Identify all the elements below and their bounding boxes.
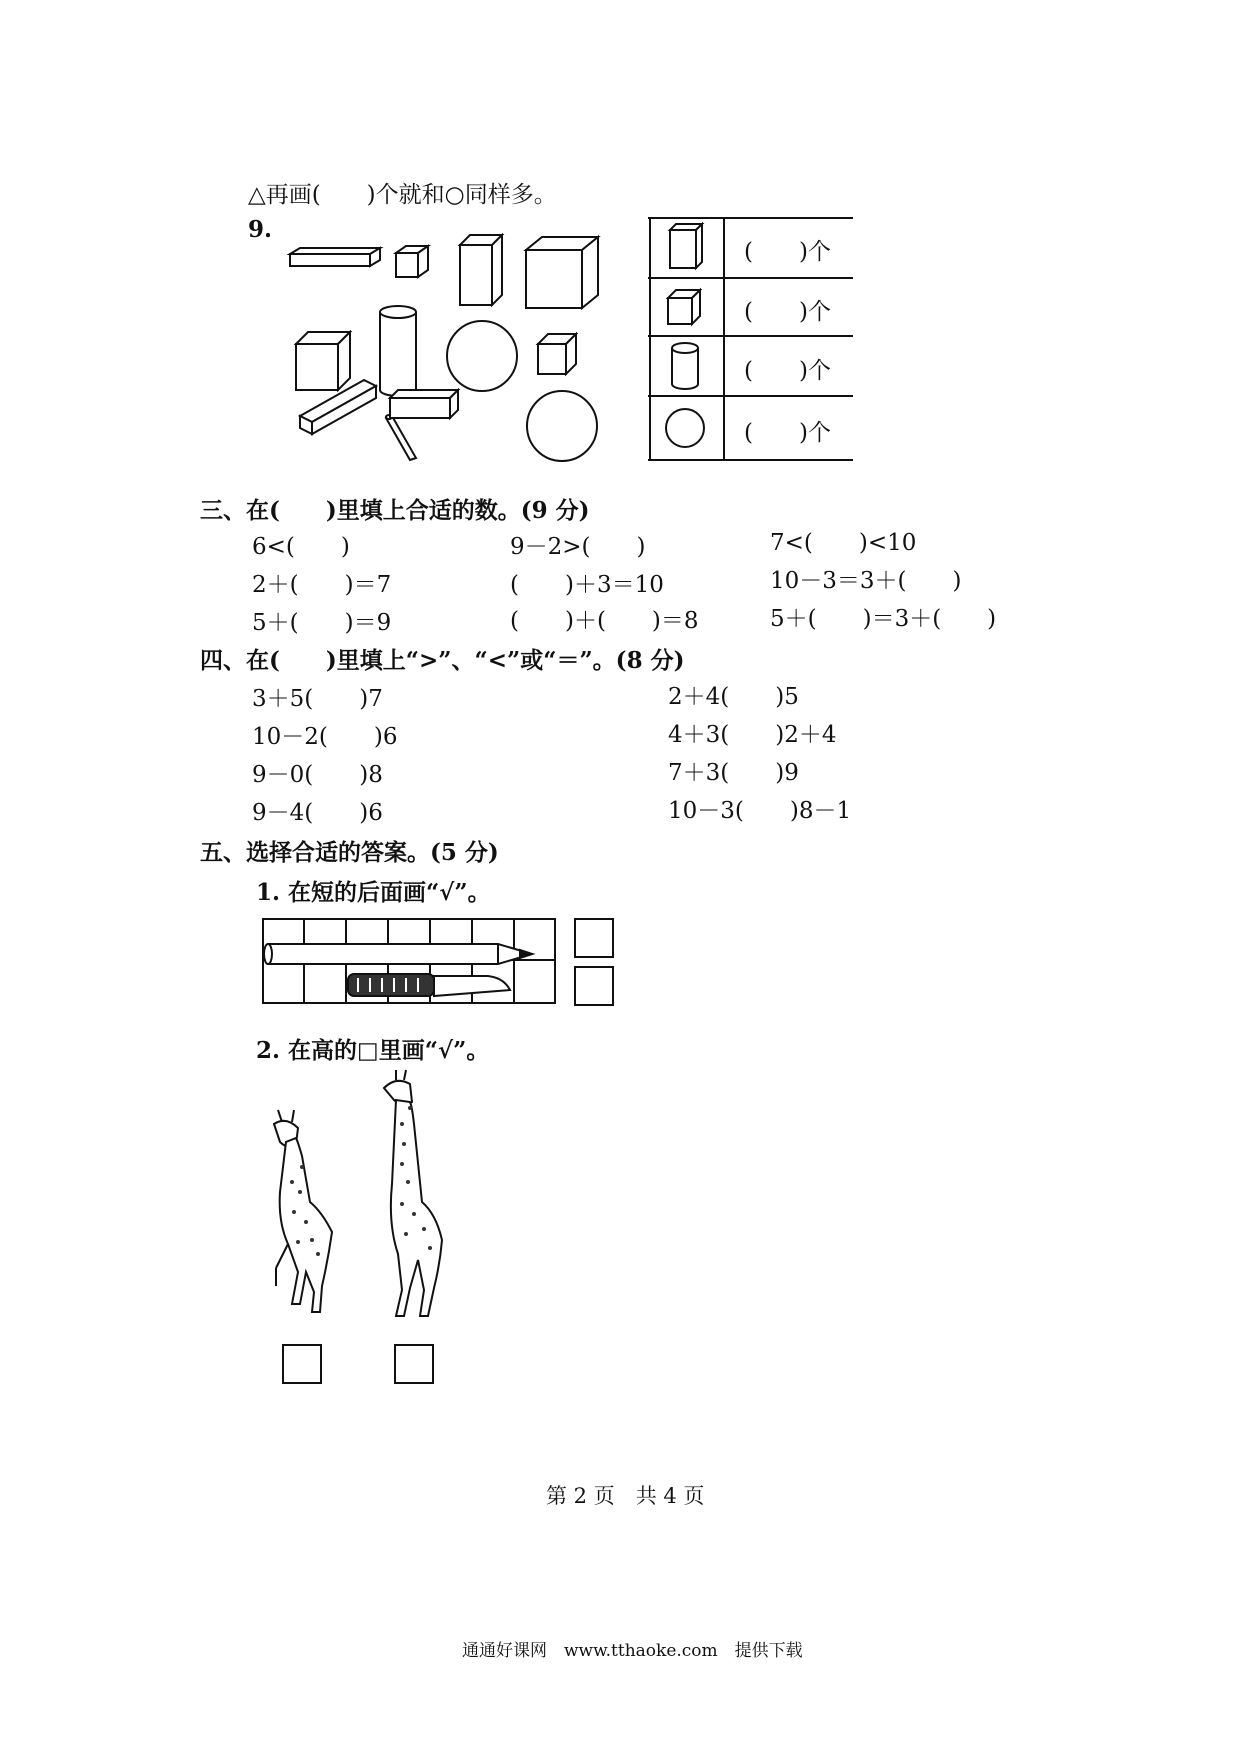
s4-item-1: 3＋5( )7 xyxy=(252,686,383,712)
page-number: 第 2 页 共 4 页 xyxy=(546,1484,705,1508)
sphere-count-answer: ( )个 xyxy=(744,420,831,446)
shape-count-table xyxy=(648,216,853,462)
stick-cylinder-shape xyxy=(386,415,416,460)
question-8-tail: △再画( )个就和○同样多。 xyxy=(248,182,557,208)
s3-item-8: ( )＋( )＝8 xyxy=(510,608,699,634)
s4-item-3: 10－2( )6 xyxy=(252,724,398,750)
cylinder-icon xyxy=(672,343,698,389)
s5-question-1: 1. 在短的后面画“√”。 xyxy=(256,879,491,906)
sphere-shape xyxy=(447,321,517,391)
s4-item-4: 4＋3( )2＋4 xyxy=(668,722,837,748)
section-5-title: 五、选择合适的答案。(5 分) xyxy=(200,839,499,866)
s3-item-7: 5＋( )＝9 xyxy=(252,610,392,636)
s4-item-6: 7＋3( )9 xyxy=(668,760,799,786)
s4-item-8: 10－3( )8－1 xyxy=(668,798,852,824)
sphere-shape-2 xyxy=(527,391,597,461)
section-4-title: 四、在( )里填上“>”、“<”或“＝”。(8 分) xyxy=(200,647,685,674)
s4-item-7: 9－4( )6 xyxy=(252,800,383,826)
footer-source: 通通好课网 www.tthaoke.com 提供下载 xyxy=(462,1641,803,1661)
tall-cuboid-shape xyxy=(460,235,502,305)
cuboid-flat-shape xyxy=(290,248,380,266)
cube-count-answer: ( )个 xyxy=(744,299,831,325)
pencil-answer-box[interactable] xyxy=(574,918,614,958)
pencil-knife-grid xyxy=(262,918,562,1004)
medium-cube-shape xyxy=(296,332,350,390)
s5-question-2: 2. 在高的□里画“√”。 xyxy=(256,1037,490,1064)
s3-item-1: 6<( ) xyxy=(252,534,350,560)
knife-icon xyxy=(348,974,510,996)
tall-giraffe-icon xyxy=(374,1064,466,1324)
knife-answer-box[interactable] xyxy=(574,966,614,1006)
cylinder-shape xyxy=(380,306,416,396)
cuboid-icon xyxy=(670,224,702,268)
short-giraffe-answer-box[interactable] xyxy=(282,1344,322,1384)
large-cube-shape xyxy=(526,237,598,308)
s4-item-2: 2＋4( )5 xyxy=(668,684,799,710)
s3-item-9: 5＋( )＝3＋( ) xyxy=(770,606,997,632)
s3-item-2: 9－2>( ) xyxy=(510,534,646,560)
cuboid-flat-shape-2 xyxy=(390,390,458,418)
solid-shapes-figure xyxy=(280,220,630,470)
tall-giraffe-answer-box[interactable] xyxy=(394,1344,434,1384)
s3-item-4: 2＋( )＝7 xyxy=(252,572,392,598)
small-cube-shape-2 xyxy=(538,334,576,374)
pencil-icon xyxy=(264,944,532,964)
cylinder-count-answer: ( )个 xyxy=(744,358,831,384)
cube-icon xyxy=(668,290,700,324)
sphere-icon xyxy=(666,409,704,447)
s4-item-5: 9－0( )8 xyxy=(252,762,383,788)
small-cube-shape xyxy=(396,246,428,277)
short-giraffe-icon xyxy=(262,1072,342,1324)
s3-item-6: 10－3＝3＋( ) xyxy=(770,568,962,594)
question-9-number: 9. xyxy=(248,216,273,243)
section-3-title: 三、在( )里填上合适的数。(9 分) xyxy=(200,497,590,524)
cuboid-count-answer: ( )个 xyxy=(744,239,831,265)
s3-item-3: 7<( )<10 xyxy=(770,530,917,556)
s3-item-5: ( )＋3＝10 xyxy=(510,572,664,598)
